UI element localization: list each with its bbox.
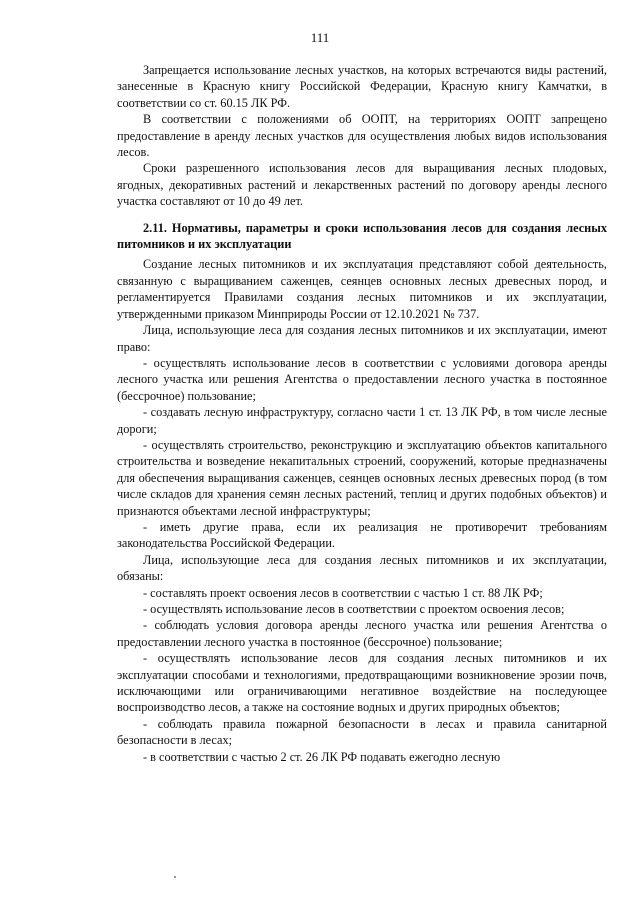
- paragraph-red-book: Запрещается использование лесных участков, на которых встречаются виды растений, занесенные в Красную книгу Российской Федерации, Красную книгу Камчатки, в соответствии со ст. 60.15 ЛК РФ.: [117, 63, 607, 110]
- list-item-duty-annual-report: - в соответствии с частью 2 ст. 26 ЛК РФ подавать ежегодно лесную: [143, 749, 501, 764]
- page-number: 111: [310, 30, 330, 45]
- list-item-duty-contract-terms: - соблюдать условия договора аренды лесного участка или решения Агентства о предоставлении лесного участка в постоянное (бессрочное) пользование;: [117, 618, 607, 649]
- paragraph-oopt: В соответствии с положениями об ООПТ, на территориях ООПТ запрещено предоставление в аренду лесных участков для осуществления любых видов использования лесов.: [117, 112, 607, 160]
- list-item-right-construction: - осуществлять строительство, реконструкцию и эксплуатацию объектов капитального строительства и возведение некапитальных строений, сооружений, которые предназначены для обеспечения выращивания саженцев, сеянцев основных лесных древесных пород (в том числе складов для хранения семян лесных растений, теплиц и других подобных объектов) и признаются объектами лесной инфраструктуры;: [117, 437, 607, 518]
- document-body: [117, 62, 607, 765]
- scan-speck: [174, 876, 176, 878]
- paragraph-rights-intro: Лица, использующие леса для создания лесных питомников и их эксплуатации, имеют право:: [117, 323, 607, 354]
- list-item-right-other: - иметь другие права, если их реализация не противоречит требованиям законодательства Российской Федерации.: [117, 519, 607, 551]
- list-item-duty-project: - составлять проект освоения лесов в соответствии с частью 1 ст. 88 ЛК РФ;: [143, 585, 543, 600]
- list-item-right-infrastructure: - создавать лесную инфраструктуру, согласно части 1 ст. 13 ЛК РФ, в том числе лесные дороги;: [117, 405, 607, 436]
- list-item-duty-fire-safety: - соблюдать правила пожарной безопасности в лесах и правила санитарной безопасности в лесах;: [117, 716, 607, 748]
- section-heading: 2.11. Нормативы, параметры и сроки использования лесов для создания лесных питомников и их эксплуатации: [117, 220, 607, 252]
- list-item-duty-use-per-project: - осуществлять использование лесов в соответствии с проектом освоения лесов;: [143, 602, 565, 616]
- list-item-right-use-forests: - осуществлять использование лесов в соответствии с условиями договора аренды лесного участка или решения Агентства о предоставлении лесного участка в постоянное (бессрочное) пользование;: [117, 355, 607, 403]
- paragraph-nurseries-definition: Создание лесных питомников и их эксплуатация представляют собой деятельность, связанную с выращиванием саженцев, сеянцев основных лесных древесных пород, и регламентируется Правилами создания лесных питомников и их эксплуатации, утвержденными приказом Минприроды России от 12.10.2021 № 737.: [117, 257, 607, 321]
- paragraph-obligations-intro: Лица, использующие леса для создания лесных питомников и их эксплуатации, обязаны:: [117, 552, 607, 584]
- list-item-duty-methods: - осуществлять использование лесов для создания лесных питомников и их эксплуатации способами и технологиями, предотвращающими возникновение эрозии почв, исключающими или ограничивающими негативное воздействие на последующее воспроизводство лесов, а также на состояние водных и других природных объектов;: [117, 651, 607, 715]
- paragraph-usage-terms: Сроки разрешенного использования лесов для выращивания лесных плодовых, ягодных, декоративных растений и лекарственных растений по договору аренды лесного участка составляют от 10 до 49 лет.: [117, 161, 607, 209]
